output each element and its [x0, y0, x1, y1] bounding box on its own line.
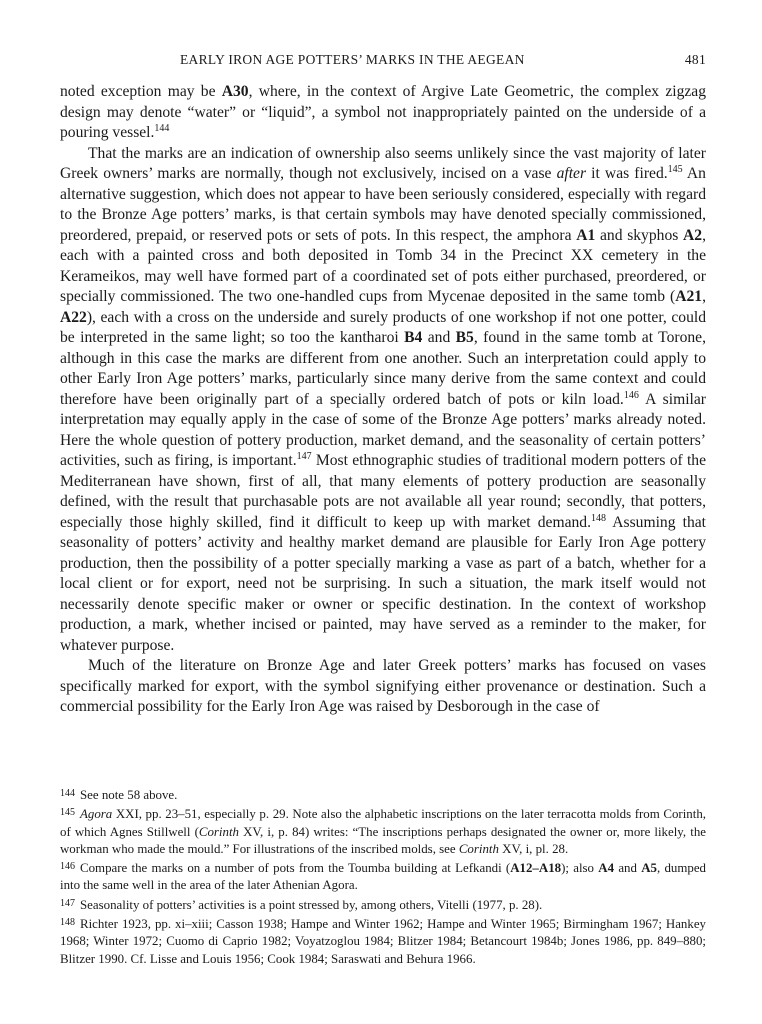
catalogue-ref: A5	[641, 861, 657, 876]
text-run: , where, in the context of Argive Late Geometric, the complex zigzag design may denote “water” or “liquid”, a symbol not inappropriately painted on the underside of a pouring vessel.	[60, 83, 707, 141]
footnote	[60, 895, 706, 914]
text-run: ); also	[561, 861, 599, 876]
catalogue-ref: A2	[683, 226, 703, 244]
catalogue-ref: A1	[576, 226, 596, 244]
text-run: Compare the marks on a number of pots from the Toumba building at Lefkandi (	[80, 861, 511, 876]
footnote	[60, 785, 706, 804]
catalogue-ref: B4	[404, 329, 423, 346]
italic-text: Agora	[80, 807, 113, 822]
text-run: See note 58 above.	[80, 788, 178, 802]
text-run: Most ethnographic studies of traditional modern potters of the Mediterranean have shown, first of all, that many elements of pottery production are seasonally defined, with the result that purchasable pots are not available all year round; secondly, that potters, especially those highly skilled, find it difficult to keep up with market demand.	[60, 452, 707, 531]
text-run: XV, i, p. 84) writes: “The inscriptions perhaps designated the owner or, more likely, the workman who made the mould.” For illustrations of the inscribed molds, see	[60, 824, 706, 856]
catalogue-ref: A12–A18	[510, 861, 562, 876]
italic-text: Corinth	[198, 824, 239, 839]
footnote-ref: 148	[591, 512, 607, 524]
text-run: , found in the same tomb at Torone, although in this case the marks are different from one another. Such an interpretation could apply to other Early Iron Age potters’ marks, particularly since many derive from the same context and could therefore have been originally part of a specially ordered batch of pots or kiln load.	[60, 329, 706, 408]
text-run: A similar interpretation may equally apply in the case of some of the Bronze Age potters’ marks already noted. Here the whole question of pottery production, market demand, and the seasonality of certain potters’ activities, such as firing, is important.	[60, 390, 706, 469]
text-run: Richter 1923, pp. xi–xiii; Casson 1938; Hampe and Winter 1962; Hampe and Winter 1965; Birmingham 1967; Hankey 1968; Winter 1972; Cuomo di Caprio 1982; Voyatzoglou 1984; Blitzer 1984; Betancourt 1984b; Jones 1986, pp. 849–880; Blitzer 1990. Cf. Lisse and Louis 1956; Cook 1984; Saraswati and Behura 1966.	[60, 917, 706, 966]
text-run: it was fired.	[586, 165, 668, 182]
footnote-number: 147	[60, 897, 75, 909]
footnotes	[60, 785, 706, 968]
italic-text: after	[556, 165, 587, 182]
text-run: An alternative suggestion, which does not appear to have been seriously considered, especially with regard to the Bronze Age potters’ marks, is that certain symbols may have denoted specially commissioned, preordered, prepaid, or reserved pots or sets of pots. In this respect, the amphora	[60, 165, 706, 244]
paragraph	[60, 656, 706, 718]
footnote-number: 148	[60, 917, 75, 929]
text-run: ,	[702, 288, 706, 305]
catalogue-ref: A30	[221, 83, 249, 100]
running-header	[60, 52, 706, 72]
footnote-ref: 144	[154, 122, 170, 134]
catalogue-ref: A22	[60, 308, 87, 326]
footnote-number: 144	[60, 788, 75, 799]
text-run: , dumped into the same well in the area of the later Athenian Agora.	[60, 861, 706, 893]
text-run: and	[614, 861, 642, 876]
running-title: EARLY IRON AGE POTTERS’ MARKS IN THE AEGEAN	[180, 52, 525, 67]
text-run: noted exception may be	[60, 83, 222, 100]
main-text	[60, 82, 706, 718]
footnote-ref: 146	[623, 389, 639, 401]
text-run: and skyphos	[595, 226, 684, 244]
text-run: XV, i, pl. 28.	[498, 841, 569, 856]
italic-text: Corinth	[458, 841, 499, 856]
paragraph	[60, 144, 706, 657]
catalogue-ref: A21	[675, 288, 703, 305]
text-run: That the marks are an indication of ownership also seems unlikely since the vast majority of later Greek owners’ marks are normally, though not exclusively, incised on a vase	[60, 144, 706, 182]
catalogue-ref: B5	[455, 329, 474, 346]
footnote-number: 146	[60, 861, 75, 873]
page-number: 481	[684, 52, 706, 67]
text-run: Seasonality of potters’ activities is a point stressed by, among others, Vitelli (1977, p. 28).	[80, 897, 543, 912]
catalogue-ref: A4	[598, 861, 615, 876]
footnote	[60, 858, 706, 895]
text-run: Assuming that seasonality of potters’ activity and healthy market demand are plausible for Early Iron Age pottery production, then the possibility of a potter specially marking a vase as part of a batch, whether for a local client or for export, need not be surprising. In such a situation, the mark itself would not necessarily denote specific maker or owner or specific destination. In the context of workshop production, a mark, whether incised or painted, may have served as a reminder to the maker, for whatever purpose.	[60, 513, 706, 654]
paragraph	[60, 82, 706, 144]
footnote	[60, 804, 706, 858]
text-run: Much of the literature on Bronze Age and later Greek potters’ marks has focused on vases specifically marked for export, with the symbol signifying either provenance or destination. Such a commercial possibility for the Early Iron Age was raised by Desborough in the case of	[60, 657, 706, 715]
text-run: ), each with a cross on the underside and surely products of one workshop if not one potter, could be interpreted in the same light; so too the kantharoi	[60, 308, 706, 346]
footnote-number: 145	[60, 807, 75, 819]
text-run: XXI, pp. 23–51, especially p. 29. Note also the alphabetic inscriptions on the later terracotta molds from Corinth, of which Agnes Stillwell (	[60, 807, 706, 839]
text-run: and	[422, 329, 456, 346]
footnote	[60, 914, 706, 968]
footnote-ref: 147	[296, 450, 312, 462]
footnote-ref: 145	[667, 163, 683, 175]
text-run: , each with a painted cross and both deposited in Tomb 34 in the Precinct XX cemetery in the Kerameikos, may well have formed part of a coordinated set of pots either purchased, preordered, or specially commissioned. The two one-handled cups from Mycenae deposited in the same tomb (	[60, 226, 706, 305]
